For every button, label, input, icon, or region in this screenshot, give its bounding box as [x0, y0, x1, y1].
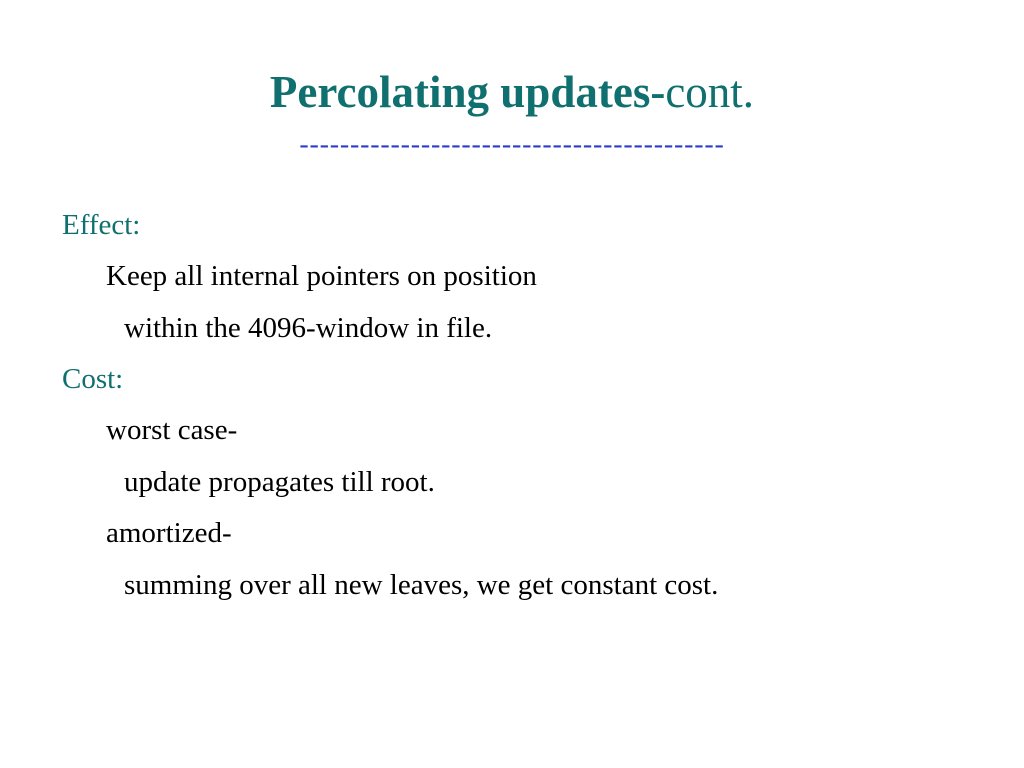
cost-worst-case-detail: update propagates till root.: [124, 466, 435, 498]
effect-heading: Effect:: [62, 209, 141, 241]
cost-amortized-label: amortized-: [106, 517, 232, 549]
title-underline-dashes: ------------------------------------------: [299, 129, 725, 160]
title-main: Percolating updates-: [269, 67, 666, 117]
cost-heading: Cost:: [62, 363, 124, 395]
cost-amortized-detail: summing over all new leaves, we get constant cost.: [124, 569, 719, 601]
title-suffix: cont.: [665, 67, 755, 117]
slide-title: [0, 66, 1024, 118]
effect-line-2: within the 4096-window in file.: [124, 312, 493, 344]
effect-line-1: Keep all internal pointers on position: [106, 260, 537, 292]
cost-worst-case-label: worst case-: [106, 414, 238, 446]
